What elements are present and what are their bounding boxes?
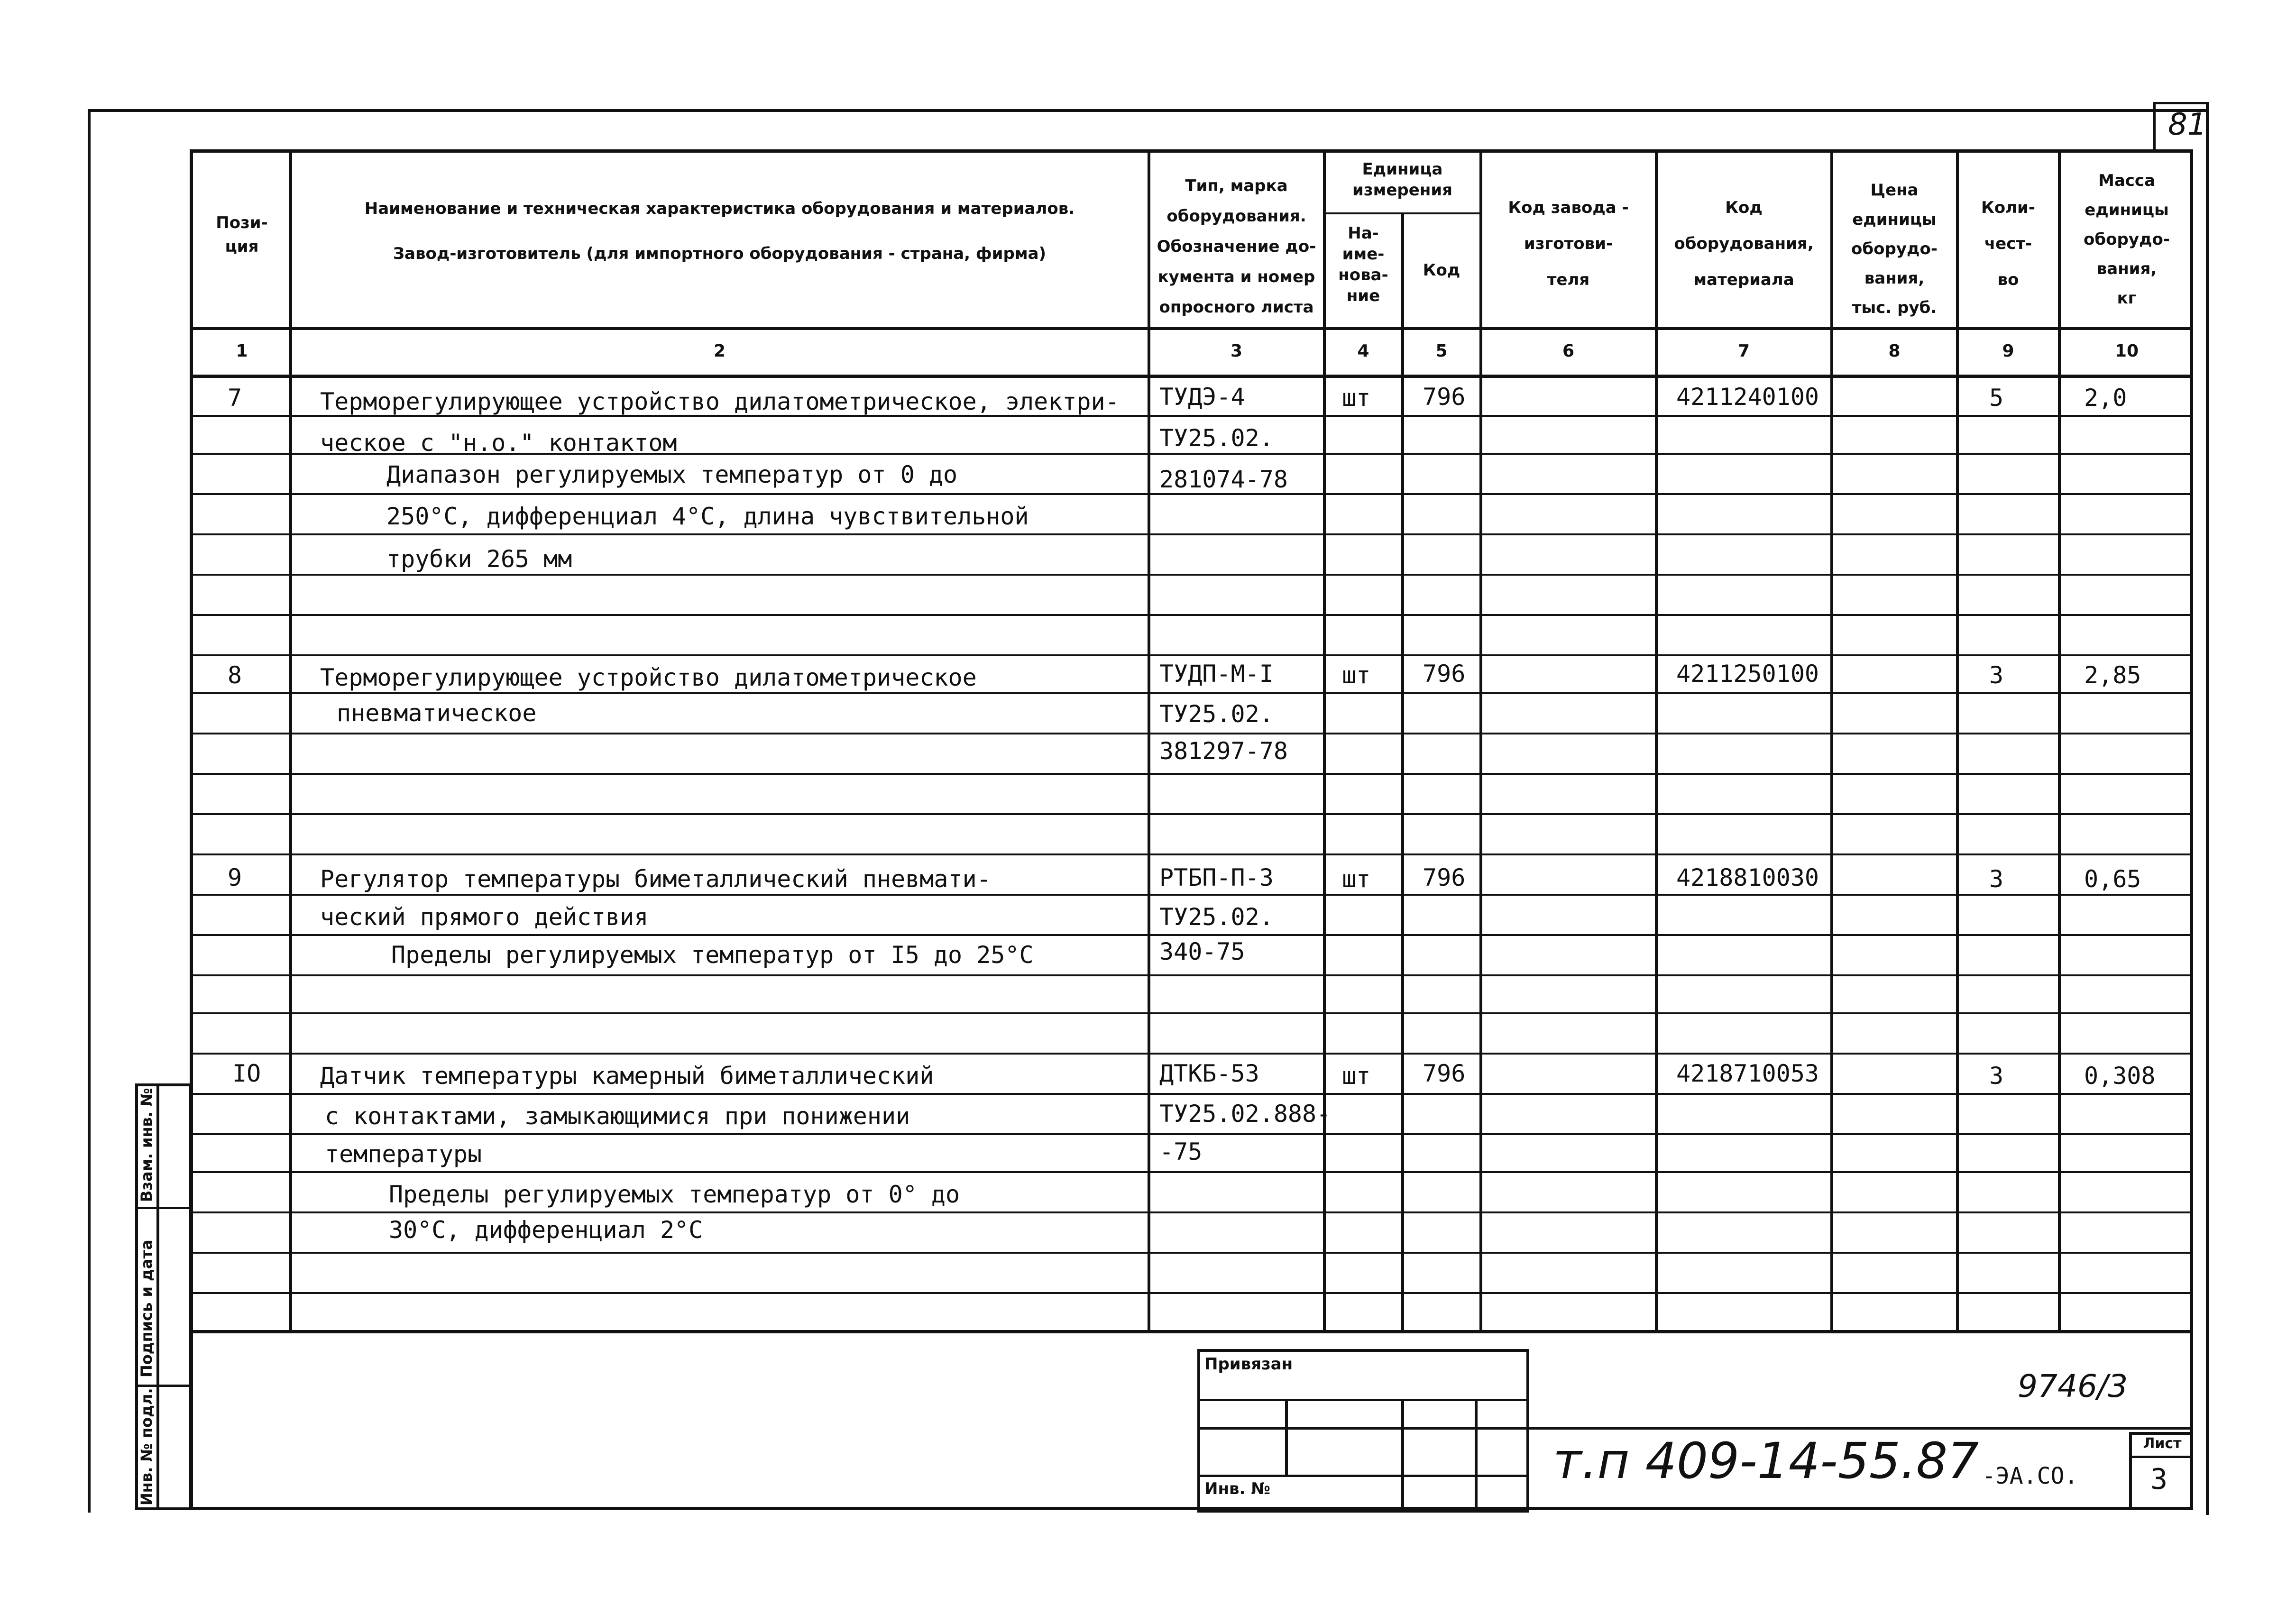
- colnum-9: 9: [2002, 341, 2014, 361]
- row9-type-line3: 340-75: [1159, 938, 1245, 965]
- header-maker-code: Код завода - изготови- теля: [1508, 198, 1629, 289]
- row-separator: [190, 853, 2193, 855]
- row10-position: IO: [232, 1060, 261, 1087]
- row10-mass: 0,308: [2084, 1062, 2156, 1090]
- row9-name-line2: ческий прямого действия: [320, 903, 649, 931]
- row10-type-line3: -75: [1159, 1138, 1203, 1165]
- col-line-9: [2058, 149, 2061, 1332]
- colnum-6: 6: [1562, 341, 1575, 361]
- row7-type-line2: ТУ25.02.: [1159, 424, 1274, 452]
- row7-mass: 2,0: [2084, 384, 2127, 412]
- row10-unit-code: 796: [1423, 1060, 1466, 1087]
- header-mass: Масса единицы оборудо- вания, кг: [2084, 171, 2170, 308]
- col-line-6: [1655, 149, 1658, 1332]
- row7-name-line2: ческое с "н.о." контактом: [320, 429, 677, 457]
- row-separator: [190, 692, 2193, 694]
- side-stamp-line1: [135, 1207, 192, 1209]
- row8-unit-code: 796: [1423, 660, 1466, 688]
- row8-type-line3: 381297-78: [1159, 737, 1288, 765]
- row10-unit: шт: [1342, 1062, 1371, 1090]
- row-separator: [190, 1211, 2193, 1213]
- row7-type-line1: ТУДЭ-4: [1159, 383, 1245, 411]
- row9-name-line3: Пределы регулируемых температур от I5 до 25°С: [391, 941, 1034, 969]
- colnum-2: 2: [713, 341, 726, 361]
- row9-unit-code: 796: [1423, 864, 1466, 891]
- header-bottom-line: [190, 327, 2193, 330]
- document-suffix: -ЭА.СО.: [1982, 1463, 2078, 1489]
- row9-name-line1: Регулятор температуры биметаллический пневмати-: [320, 865, 991, 893]
- row9-position: 9: [228, 864, 242, 891]
- row-separator: [190, 1012, 2193, 1014]
- row-separator: [190, 1053, 2193, 1055]
- col-line-3: [1323, 149, 1326, 1332]
- row-separator: [190, 654, 2193, 656]
- row7-quantity: 5: [1989, 384, 2004, 412]
- row8-quantity: 3: [1989, 661, 2004, 689]
- row-separator: [190, 733, 2193, 734]
- row9-unit: шт: [1342, 865, 1371, 893]
- col-line-8: [1956, 149, 1959, 1332]
- colnum-1: 1: [236, 341, 248, 361]
- header-quantity: Коли- чест- во: [1981, 198, 2035, 289]
- table-body-bottom-line: [190, 1330, 2193, 1333]
- privyazan-label: Привязан: [1204, 1355, 1293, 1374]
- row7-type-line3: 281074-78: [1159, 466, 1288, 493]
- row-separator: [190, 1292, 2193, 1294]
- header-position: Пози- ция: [216, 213, 268, 256]
- sheet-number: 81: [2168, 107, 2207, 142]
- row-separator: [190, 974, 2193, 976]
- row8-type-line1: ТУДП-М-I: [1159, 660, 1274, 688]
- row7-name-line5: трубки 265 мм: [386, 545, 572, 573]
- row-separator: [190, 614, 2193, 616]
- row10-name-line3: температуры: [325, 1140, 482, 1168]
- privyazan-vline3: [1475, 1399, 1478, 1513]
- right-frame-line: [2206, 102, 2209, 1515]
- colnum-5: 5: [1435, 341, 1448, 361]
- row8-equipment-code: 4211250100: [1676, 660, 1819, 688]
- row8-unit: шт: [1342, 661, 1371, 689]
- list-label: Лист: [2143, 1435, 2182, 1452]
- colnum-10: 10: [2114, 341, 2139, 361]
- row-separator: [190, 1252, 2193, 1254]
- row9-mass: 0,65: [2084, 865, 2141, 893]
- colnum-8: 8: [1888, 341, 1901, 361]
- row-separator: [190, 1171, 2193, 1173]
- row7-equipment-code: 4211240100: [1676, 383, 1819, 411]
- row10-name-line2: с контактами, замыкающимися при понижении: [325, 1102, 910, 1130]
- side-label-inventory: Инв. № подл.: [138, 1388, 156, 1505]
- row10-quantity: 3: [1989, 1062, 2004, 1090]
- row-separator: [190, 894, 2193, 896]
- row8-type-line2: ТУ25.02.: [1159, 700, 1274, 728]
- privyazan-line1: [1197, 1399, 1529, 1401]
- row-separator: [190, 493, 2193, 495]
- top-tab-left-line: [2153, 102, 2156, 149]
- row-separator: [190, 1093, 2193, 1095]
- header-name-line2: Завод-изготовитель (для импортного оборудования - страна, фирма): [393, 244, 1047, 263]
- top-tab-line: [2153, 102, 2207, 104]
- col-line-2: [1148, 149, 1150, 1332]
- col-line-1: [289, 149, 292, 1332]
- row10-type-line2: ТУ25.02.888-: [1159, 1100, 1331, 1128]
- header-name-line1: Наименование и техническая характеристика оборудования и материалов.: [364, 199, 1075, 218]
- row9-quantity: 3: [1989, 865, 2004, 893]
- privyazan-line2: [1197, 1427, 1529, 1430]
- list-number: 3: [2150, 1463, 2168, 1496]
- row10-name-line4: Пределы регулируемых температур от 0° до: [389, 1181, 960, 1208]
- side-label-signature: Подпись и дата: [138, 1239, 156, 1377]
- row10-type-line1: ДТКБ-53: [1159, 1060, 1259, 1087]
- row10-name-line1: Датчик температуры камерный биметаллический: [320, 1062, 934, 1090]
- row-separator: [190, 813, 2193, 815]
- row7-position: 7: [228, 384, 242, 412]
- row10-name-line5: 30°С, дифференциал 2°С: [389, 1216, 703, 1244]
- row-separator: [190, 533, 2193, 535]
- handwritten-code: 9746/3: [2018, 1368, 2128, 1404]
- row10-equipment-code: 4218710053: [1676, 1060, 1819, 1087]
- row7-name-line4: 250°С, дифференциал 4°С, длина чувствительной: [386, 503, 1029, 530]
- col-line-5: [1479, 149, 1482, 1332]
- privyazan-vline1: [1285, 1399, 1288, 1475]
- row9-equipment-code: 4218810030: [1676, 864, 1819, 891]
- row9-type-line2: ТУ25.02.: [1159, 903, 1274, 931]
- col-line-7: [1830, 149, 1833, 1332]
- header-unit-group: Единица измерения: [1352, 160, 1452, 200]
- row7-name-line3: Диапазон регулируемых температур от 0 до: [386, 461, 958, 488]
- row-separator: [190, 773, 2193, 775]
- row8-name-line1: Терморегулирующее устройство дилатометрическое: [320, 664, 977, 691]
- row-separator: [190, 574, 2193, 576]
- row7-unit-code: 796: [1423, 383, 1466, 411]
- side-stamp-line2: [135, 1385, 192, 1387]
- header-type: Тип, марка оборудования. Обозначение до- кумента и номер опросного листа: [1157, 176, 1316, 317]
- document-code: т.п 409-14-55.87: [1553, 1432, 1979, 1490]
- row9-type-line1: РТБП-П-3: [1159, 864, 1274, 891]
- colnum-bottom-line: [190, 375, 2193, 378]
- list-box-divider: [2129, 1456, 2193, 1458]
- row-separator: [190, 1133, 2193, 1135]
- header-equipment-code: Код оборудования, материала: [1674, 198, 1814, 289]
- row8-name-line2: пневматическое: [337, 699, 537, 727]
- row7-unit: шт: [1342, 384, 1371, 412]
- colnum-4: 4: [1357, 341, 1369, 361]
- row-separator: [190, 934, 2193, 936]
- row8-mass: 2,85: [2084, 661, 2141, 689]
- colnum-7: 7: [1737, 341, 1750, 361]
- title-block-line: [1529, 1427, 2193, 1430]
- row8-position: 8: [228, 661, 242, 689]
- row7-name-line1: Терморегулирующее устройство дилатометрическое, электри-: [320, 388, 1120, 415]
- header-price: Цена единицы оборудо- вания, тыс. руб.: [1851, 181, 1938, 317]
- header-unit-code: Код: [1423, 261, 1460, 280]
- privyazan-vline2: [1401, 1399, 1404, 1513]
- inventory-label: Инв. №: [1204, 1479, 1271, 1498]
- colnum-3: 3: [1230, 341, 1243, 361]
- side-label-replacement: Взам. инв. №: [138, 1088, 156, 1202]
- side-stamp-divider: [156, 1083, 159, 1510]
- header-unit-name: На- име- нова- ние: [1338, 224, 1388, 305]
